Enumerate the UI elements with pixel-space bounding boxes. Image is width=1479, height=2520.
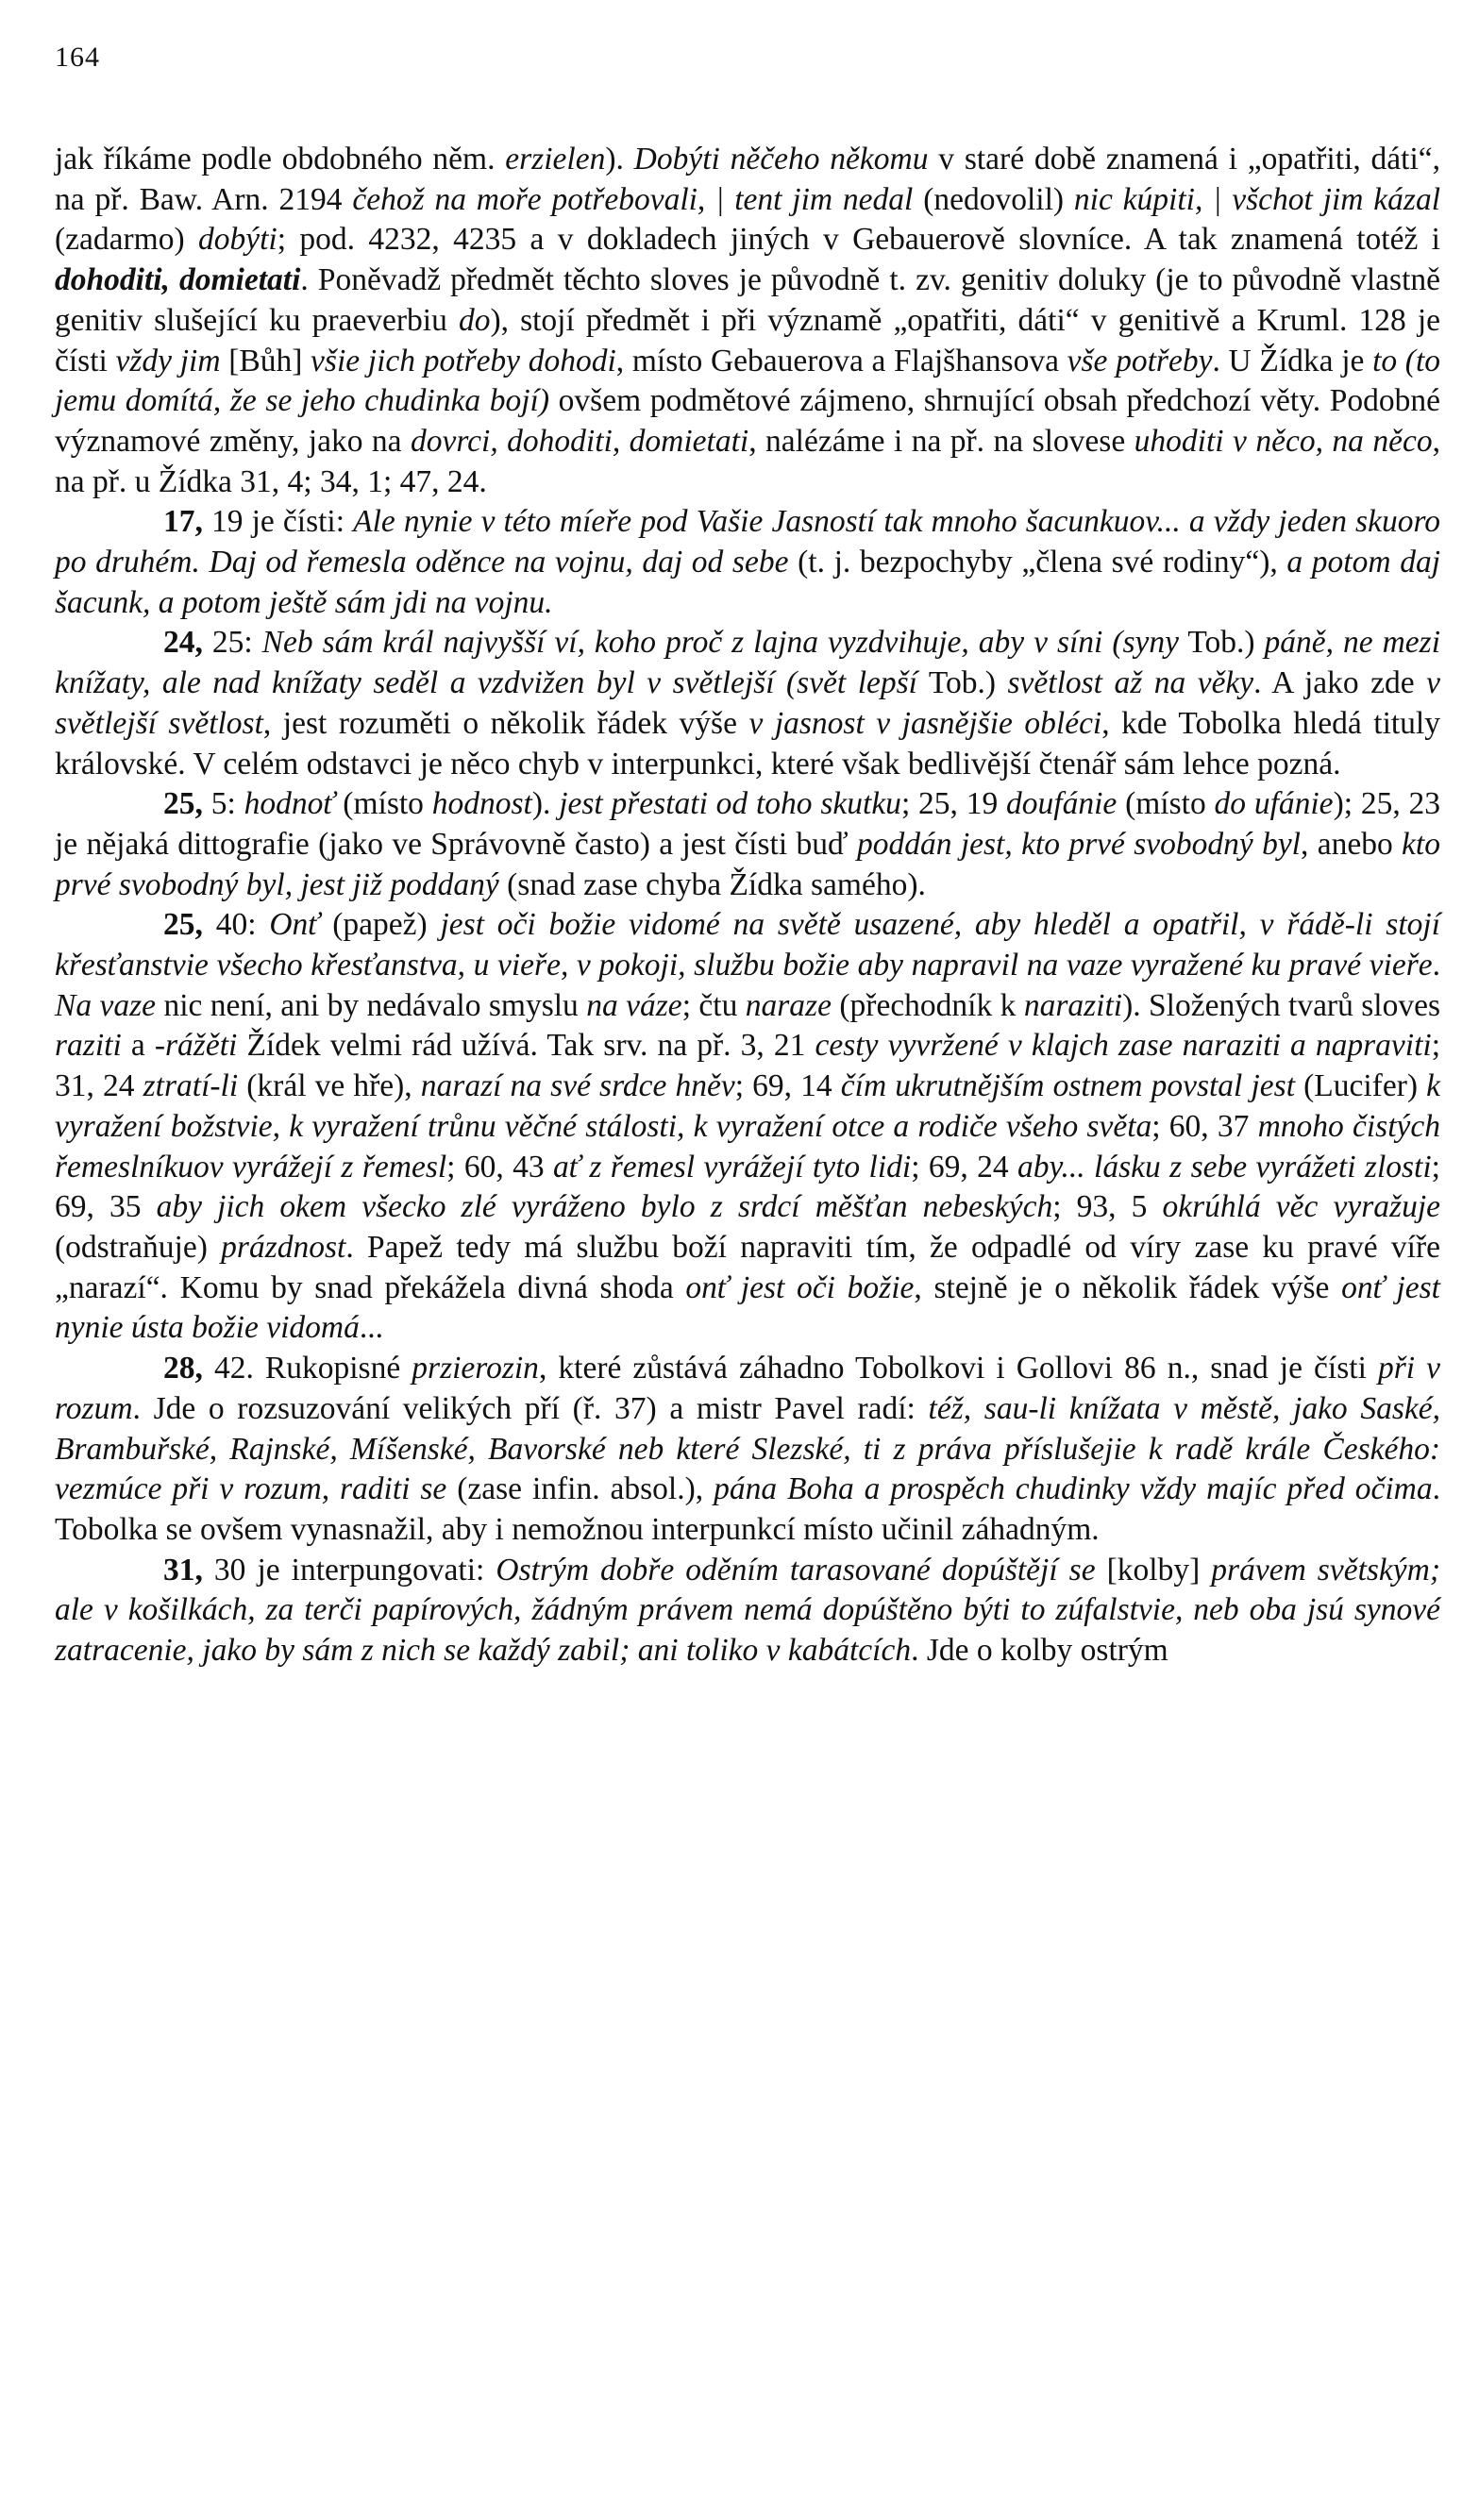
citation-ref: 31, (163, 1552, 214, 1588)
quoted-text: a potom daj šacunk, a potom ještě sám jdi na vojnu. (55, 545, 1440, 620)
quoted-text: hodnost (431, 786, 532, 822)
text-run: ; 93, 5 (1052, 1189, 1163, 1225)
paragraph (55, 623, 1440, 784)
quoted-text: při v rozum (55, 1351, 1440, 1426)
text-run: . Papež tedy má službu boží napraviti tím, že odpadlé od víry zase ku pravé víře „narazí“. Komu by snad překážela divná shoda (55, 1229, 1440, 1305)
text-run: ; čtu (681, 987, 746, 1023)
text-run: . Jde o rozsuzování velikých pří (ř. 37) a mistr Pavel radí: (132, 1390, 929, 1426)
citation-ref: 25, (163, 786, 211, 822)
text-run: (zadarmo) (55, 222, 198, 258)
text-run: (zase infin. absol.), (446, 1471, 714, 1507)
quoted-text: Ostrým dobře oděním tarasované dopúštějí se (496, 1552, 1096, 1588)
quoted-text: przierozin (412, 1351, 539, 1386)
quoted-text: páně, ne mezi knížaty, ale nad knížaty seděl a vzdvižen byl v světlejší (svět lepší (55, 625, 1441, 701)
quoted-text: do (458, 302, 491, 338)
quoted-text: Ale nynie v této míeře pod Vašie Jasností tak mnoho šacunkuov... a vždy jeden skuoro po druhém. Daj od řemesla oděnce na vojnu, daj od sebe (55, 504, 1441, 580)
citation-ref: 28, (163, 1351, 214, 1386)
text-run: [kolby] (1095, 1552, 1212, 1588)
quoted-text: aby jich okem všecko zlé vyráženo bylo z srdcí měšťan nebeských (156, 1189, 1053, 1225)
quoted-text: narazí na své srdce hněv (420, 1068, 735, 1104)
text-run: 5: (210, 786, 244, 822)
text-run: nic není, ani by nedávalo smyslu (156, 987, 587, 1023)
text-run: (král ve hře), (238, 1068, 421, 1104)
text-run: (papež) (319, 907, 441, 943)
paragraph (55, 784, 1440, 905)
text-run: . Tobolka se ovšem vynasnažil, aby i nemožnou interpunkcí místo učinil záhadným. (55, 1471, 1440, 1547)
text-run: , které zůstává záhadno Tobolkovi i Gollovi 86 n., snad je čísti (538, 1351, 1378, 1386)
text-run: ), stojí předmět i při významě „opatřiti, dáti“ v genitivě a Kruml. 128 je čísti (55, 302, 1440, 378)
quoted-text: okrúhlá věc vyražuje (1162, 1189, 1441, 1225)
text-run: , kde Tobolka hledá tituly královské. V celém odstavci je něco chyb v interpunkci, které však bedlivější čtenář sám lehce pozná. (55, 705, 1440, 781)
paragraph (55, 1349, 1440, 1551)
text-run: . Poněvadž předmět těchto sloves je původně t. zv. genitiv doluky (je to původně vlastně genitiv slušející ku praeverbiu (55, 262, 1441, 338)
text-run: 40: (215, 907, 270, 943)
text-run: ; 69, 35 (55, 1149, 1440, 1225)
quoted-text: naraze (745, 987, 832, 1023)
text-run: , anebo (1301, 826, 1403, 862)
quoted-text: onť jest nynie ústa božie vidomá (55, 1269, 1440, 1346)
quoted-text: Na vaze (55, 987, 157, 1023)
citation-ref: 17, (163, 504, 211, 540)
quoted-text: všie jich potřeby dohodi (311, 343, 616, 378)
quoted-text: mnoho čistých řemeslníkuov vyrážejí z řemesl (55, 1108, 1441, 1184)
quoted-text: též, sau-li knížata v městě, jako Saské, Brambuřské, Rajnské, Míšenské, Bavorské neb které Slezské, ti z práva příslušejie k radě krále Českého: vezmúce při v rozum, raditi se (55, 1390, 1440, 1507)
page-number: 164 (55, 42, 100, 73)
quoted-text: raziti (55, 1028, 122, 1064)
quoted-text: prázdnost (221, 1229, 346, 1265)
quoted-text: aby... lásku z sebe vyrážeti zlosti (1017, 1149, 1432, 1184)
quoted-text: čím ukrutnějším ostnem povstal jest (840, 1068, 1295, 1104)
text-run: jak říkáme podle obdobného něm. (55, 142, 506, 176)
quoted-text: naraziti (1023, 987, 1123, 1023)
quoted-text: doufánie (1006, 786, 1118, 822)
quoted-text: právem světským; ale v košilkách, za terči papírových, žádným právem nemá dopúštěno býti to zúfalstvie, neb oba jsú synové zatracenie, jako by sám z nich se každý zabil; ani toliko v kabátcích (55, 1552, 1441, 1669)
quoted-text: dobýti (198, 222, 277, 258)
text-run: , stejně je o několik řádek výše (914, 1269, 1342, 1305)
text-run: 19 je čísti: (211, 504, 354, 540)
text-run: (snad zase chyba Žídka samého). (498, 866, 926, 902)
text-run: (nedovolil) (913, 181, 1074, 217)
quoted-text: čehož na moře potřebovali, | tent jim nedal (352, 181, 914, 217)
quoted-text: dohoditi, domietati (55, 262, 301, 298)
text-run: . A jako zde (1253, 665, 1427, 701)
text-run: , místo Gebauerova a Flajšhansova (615, 343, 1067, 378)
text-run: ). (531, 786, 560, 822)
quoted-text: vše potřeby (1067, 343, 1213, 378)
text-run: v staré době znamená i „opatřiti, dáti“, na př. Baw. Arn. 2194 (55, 142, 1440, 217)
citation-ref: 24, (163, 625, 212, 661)
text-run: [Bůh] (220, 343, 311, 378)
text-run: (odstraňuje) (55, 1229, 222, 1265)
text-run: ; 25, 19 (900, 786, 1007, 822)
text-run: ... (359, 1310, 383, 1346)
quoted-text: v jasnost v jasnějšie obléci (748, 705, 1102, 741)
text-run: . (1432, 948, 1440, 983)
text-run: ; 69, 14 (734, 1068, 841, 1104)
paragraph (55, 502, 1440, 623)
text-run: ). (605, 142, 634, 176)
text-run: (místo (1117, 786, 1215, 822)
quoted-text: do ufánie (1214, 786, 1334, 822)
text-run: a (121, 1028, 155, 1064)
paragraph (55, 905, 1440, 1349)
quoted-text: erzielen (505, 142, 606, 176)
quoted-text: na váze (586, 987, 682, 1023)
quoted-text: nic kúpiti, | všchot jim kázal (1073, 181, 1441, 217)
text-run: (t. j. bezpochyby „člena své rodiny“), (788, 545, 1287, 580)
quoted-text: Onť (269, 907, 320, 943)
text-run: 42. Rukopisné (213, 1351, 412, 1386)
text-run: ; 60, 43 (446, 1149, 554, 1184)
text-run: Žídek velmi rád užívá. Tak srv. na př. 3, 21 (237, 1028, 815, 1064)
text-run: 25: (211, 625, 262, 661)
paragraph (55, 1551, 1440, 1672)
citation-ref: 25, (163, 907, 216, 943)
quoted-text: uhoditi v něco, na něco (1134, 423, 1433, 459)
text-run: Tob.) (917, 665, 1008, 701)
text-run: 30 je interpungovati: (213, 1552, 496, 1588)
text-run: ; 60, 37 (1151, 1108, 1258, 1144)
text-run: . Jde o kolby ostrým (911, 1633, 1168, 1669)
paragraph (55, 140, 1440, 502)
quoted-text: Neb sám král najvyšší ví, koho proč z lajna vyzdvihuje, aby v síni (syny (261, 625, 1180, 661)
quoted-text: -rážěti (154, 1028, 238, 1064)
quoted-text: jest přestati od toho skutku (559, 786, 901, 822)
text-run: , nalézáme i na př. na slovese (748, 423, 1134, 459)
quoted-text: poddán jest, kto prvé svobodný byl (856, 826, 1301, 862)
quoted-text: ztratí-li (143, 1068, 239, 1104)
quoted-text: ať z řemesl vyrážejí tyto lidi (553, 1149, 912, 1184)
quoted-text: pána Boha a prospěch chudinky vždy majíc před očima (714, 1471, 1433, 1507)
text-run: (místo (334, 786, 432, 822)
text-run: Tob.) (1179, 625, 1265, 661)
text-run: ; 69, 24 (911, 1149, 1018, 1184)
quoted-text: Dobýti něčeho někomu (633, 142, 929, 176)
quoted-text: světlost až na věky (1007, 665, 1254, 701)
body-text (55, 140, 1440, 1672)
quoted-text: cesty vyvržené v klajch zase naraziti a napraviti (815, 1028, 1432, 1064)
text-run: , na př. u Žídka 31, 4; 34, 1; 47, 24. (55, 423, 1440, 499)
quoted-text: jest oči božie vidomé na světě usazené, aby hleděl a opatřil, v řádě-li stojí křesťanstvie všecho křesťanstva, u vieře, v pokoji, službu božie aby napravil na vaze vyražené ku pravé vieře (55, 907, 1441, 983)
quoted-text: onť jest oči božie (685, 1269, 915, 1305)
text-run: . U Žídka je (1212, 343, 1373, 378)
text-run: ; 31, 24 (55, 1028, 1441, 1104)
text-run: ). Složených tvarů sloves (1122, 987, 1441, 1023)
text-run: ); 25, 23 je nějaká dittografie (jako ve Správovně často) a jest čísti buď (55, 786, 1441, 862)
text-run: , jest rozuměti o několik řádek výše (262, 705, 749, 741)
quoted-text: kto prvé svobodný byl, jest již poddaný (55, 826, 1440, 902)
text-run: (přechodník k (831, 987, 1024, 1023)
quoted-text: hodnoť (244, 786, 335, 822)
text-run: ovšem podmětové zájmeno, shrnující obsah předchozí věty. Podobné významové změny, jako na (55, 383, 1441, 459)
quoted-text: v světlejší světlost (55, 665, 1440, 741)
quoted-text: to (to jemu domítá, že se jeho chudinka bojí) (55, 343, 1441, 419)
quoted-text: vždy jim (115, 343, 221, 378)
text-run: (Lucifer) (1295, 1068, 1427, 1104)
quoted-text: k vyražení božstvie, k vyražení trůnu věčné stálosti, k vyražení otce a rodiče všeho světa (55, 1068, 1440, 1144)
quoted-text: dovrci, dohoditi, domietati (411, 423, 749, 459)
text-run: ; pod. 4232, 4235 a v dokladech jiných v Gebauerově slovníce. A tak znamená totéž i (277, 222, 1440, 258)
